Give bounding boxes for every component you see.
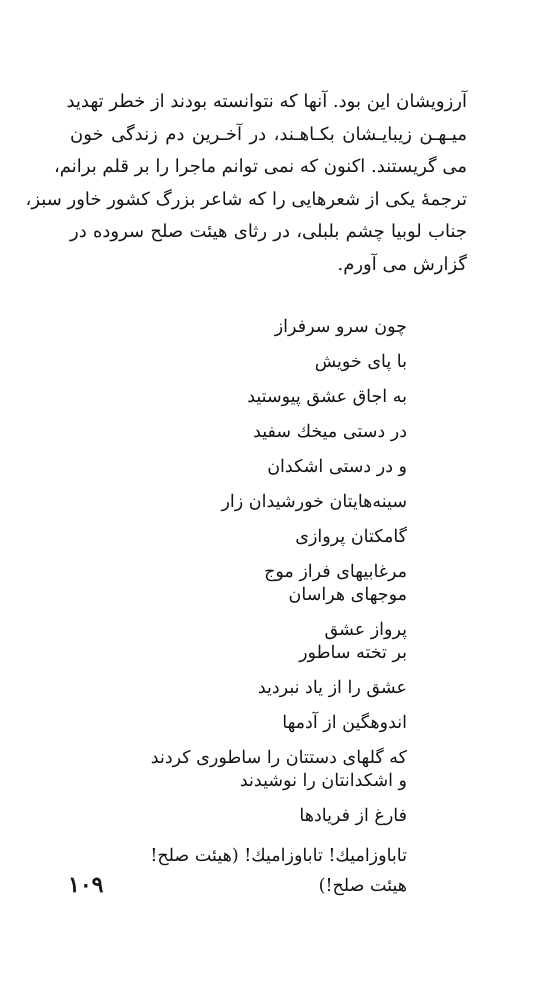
poem-stanza [87,712,407,735]
poem-line: به اجاق عشق پیوستید [247,387,407,407]
poem-stanza [87,619,407,665]
poem-stanza [87,840,407,900]
poem-stanza [87,677,407,700]
prose-line: آرزویشان این بود. آنها که نتوانسته بودند از خطر تهدید [66,91,467,112]
poem-line: گامكتان پروازی [295,527,407,547]
poem-stanza [87,456,407,479]
poem-line: پرواز عشق [324,620,407,640]
prose-line: جناب لوبیا چشم بلبلی، در رثای هیئت صلح سروده در [70,221,467,242]
prose-line: گزارش می آورم. [337,253,467,275]
poem-line: هیئت صلح!) [318,876,407,896]
poem-stanza [87,747,407,793]
prose-line: ترجمهٔ یکی از شعرهایی را که شاعر بزرگ کشور خاور سبز، [25,188,467,210]
poem-line: فارغ از فریادها [299,806,407,826]
poem-line: سینه‌هایتان خورشیدان زار [221,492,407,512]
poem-line: در دستی میخك سفید [253,422,407,442]
poem-line: تاباوزامیك! تاباوزامیك! (هیئت صلح! [150,846,407,866]
poem-line: با پای خویش [314,352,407,372]
poem-line: عشق را از یاد نبردید [257,678,407,698]
page-number: ۱۰۹ [68,872,104,898]
poem [87,316,407,900]
poem-line: كه گلهای دستتان را ساطوری كردند [150,748,407,768]
poem-line: بر تخته ساطور [299,643,407,663]
poem-line: و اشكدانتان را نوشیدند [239,771,407,791]
poem-stanza [87,491,407,514]
poem-stanza [87,386,407,409]
poem-stanza [87,805,407,828]
poem-line: چون سرو سرفراز [274,317,407,337]
poem-line: موجهای هراسان [288,585,407,605]
prose-line: می گریستند. اکنون که نمی توانم ماجرا را بر قلم برانم، [53,156,467,177]
poem-stanza [87,351,407,374]
poem-stanza [87,526,407,549]
poem-stanza [87,421,407,444]
poem-stanza [87,316,407,339]
poem-stanza [87,561,407,607]
poem-line: مرغابیهای فراز موج [264,562,407,582]
poem-line: اندوهگین از آدمها [282,713,407,733]
prose-paragraph [25,86,467,281]
poem-line: و در دستی اشكدان [267,457,407,477]
prose-line: میـهـن زیبایـشان بکـاهـند، در آخـرین دم زندگی خون [70,123,467,145]
